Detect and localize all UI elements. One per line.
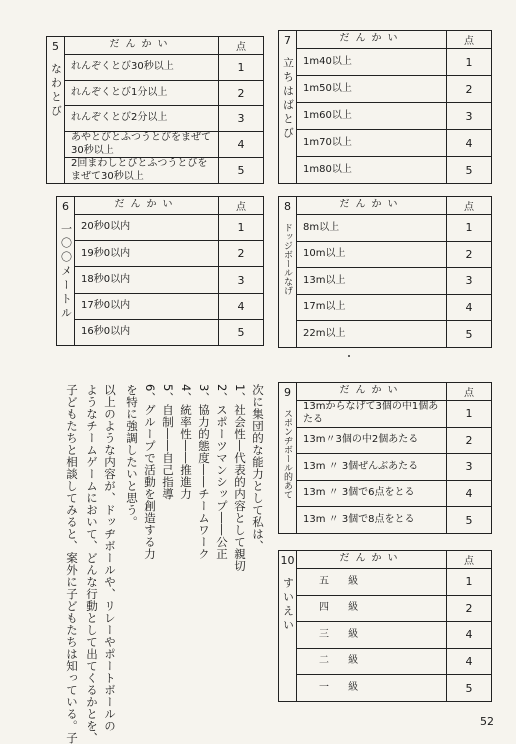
table-side-label	[47, 37, 65, 183]
table-row	[297, 295, 491, 322]
page-dot	[348, 355, 350, 357]
table-10-swimming	[278, 550, 492, 702]
body-line-8: を特に強調したいと思う。	[125, 384, 139, 528]
body-line-5: 4、統率性――推進力	[179, 384, 193, 500]
table-row	[297, 157, 491, 183]
header-score: 点	[464, 388, 474, 399]
row-text: 1m50以上	[297, 76, 447, 102]
table-header-row	[75, 197, 263, 215]
row-score: 1	[465, 221, 473, 235]
row-text: 1m60以上	[297, 103, 447, 129]
row-text: 18秒0以内	[75, 267, 219, 292]
row-score: 1	[465, 575, 473, 589]
table-row	[297, 242, 491, 269]
table-header-row	[65, 37, 263, 55]
table-header-row	[297, 551, 491, 569]
row-text: 13m 〃 3個で8点をとる	[297, 507, 447, 533]
table-row	[297, 649, 491, 676]
row-score: 1	[465, 407, 473, 421]
row-score: 4	[465, 487, 473, 501]
row-text: 20秒0以内	[75, 215, 219, 240]
row-text: 17秒0以内	[75, 294, 219, 319]
table-side-label	[279, 197, 297, 347]
row-score: 2	[465, 247, 473, 261]
table-row	[297, 454, 491, 481]
row-text: 一 級	[297, 675, 447, 701]
row-text: 五 級	[297, 569, 447, 595]
row-text: 13m〃3個の中2個あたる	[297, 428, 447, 454]
table-9-sponge-ball-target	[278, 382, 492, 534]
table-row	[297, 103, 491, 130]
row-score: 2	[465, 433, 473, 447]
table-row	[75, 267, 263, 293]
page-number: 52	[480, 715, 494, 728]
row-score: 3	[465, 109, 473, 123]
row-score: 5	[465, 513, 473, 527]
row-text: 2回まわしとびとふつうとびをまぜて30秒以上	[65, 158, 219, 183]
body-line-10: ようなチームゲームにおいて、どんな行動として出てくるかとを、	[85, 384, 99, 744]
row-text: 1m40以上	[297, 49, 447, 75]
row-text: 13mからなげて3個の中1個あたる	[297, 401, 447, 427]
table-row	[75, 320, 263, 345]
row-score: 3	[465, 460, 473, 474]
row-text: あやとびとふつうとびをまぜて30秒以上	[65, 132, 219, 157]
body-line-7: 6、グループで活動を創造する力	[143, 384, 157, 560]
row-score: 1	[237, 60, 245, 74]
table-row	[65, 81, 263, 107]
row-score: 4	[465, 655, 473, 669]
row-score: 5	[465, 163, 473, 177]
row-score: 2	[465, 601, 473, 615]
table-row	[297, 130, 491, 157]
row-score: 4	[465, 301, 473, 315]
row-score: 3	[237, 273, 245, 287]
row-score: 4	[465, 136, 473, 150]
row-score: 5	[465, 681, 473, 695]
row-score: 3	[465, 274, 473, 288]
body-line-11: 子どもたちと相談してみると、案外に子どもたちは知っている。子	[65, 384, 79, 744]
row-text: 三 級	[297, 622, 447, 648]
table-row	[65, 55, 263, 81]
table-row	[297, 268, 491, 295]
row-text: 13m以上	[297, 268, 447, 294]
table-6-100m	[56, 196, 264, 346]
row-score: 4	[465, 628, 473, 642]
table-7-tachihabatobi	[278, 30, 492, 184]
row-score: 5	[465, 327, 473, 341]
row-score: 2	[237, 247, 245, 261]
header-item: だんかい	[75, 197, 219, 214]
table-row	[75, 215, 263, 241]
row-score: 2	[237, 86, 245, 100]
table-number: 6	[62, 200, 69, 213]
table-5-nawatobi	[46, 36, 264, 184]
row-text: 四 級	[297, 596, 447, 622]
header-score: 点	[464, 36, 474, 47]
header-item: だんかい	[297, 551, 447, 568]
row-text: 10m以上	[297, 242, 447, 268]
table-number: 5	[52, 40, 59, 53]
header-score: 点	[464, 556, 474, 567]
header-item: だんかい	[297, 383, 447, 400]
table-row	[297, 481, 491, 508]
table-side-label	[279, 383, 297, 533]
table-number: 7	[284, 34, 291, 47]
row-text: 13m 〃 3個で6点をとる	[297, 481, 447, 507]
body-line-3: 2、スポーツマンシップ――公正	[215, 384, 229, 560]
table-event-name: スポンヂボール的あて	[282, 409, 292, 499]
table-row	[297, 215, 491, 242]
table-number: 9	[284, 386, 291, 399]
table-row	[297, 622, 491, 649]
table-row	[297, 596, 491, 623]
row-text: 13m 〃 3個ぜんぶあたる	[297, 454, 447, 480]
row-score: 1	[237, 221, 245, 235]
row-text: れんぞくとび2分以上	[65, 106, 219, 131]
table-row	[65, 106, 263, 132]
header-score: 点	[236, 202, 246, 213]
table-row	[297, 507, 491, 533]
table-event-name: ドッジボールなげ	[282, 223, 292, 295]
body-line-4: 3、協力的態度――チームワーク	[197, 384, 211, 560]
row-text: れんぞくとび30秒以上	[65, 55, 219, 80]
header-score: 点	[464, 202, 474, 213]
body-line-1: 次に集団的な能力として私は、	[251, 384, 265, 552]
row-text: 19秒0以内	[75, 241, 219, 266]
table-row	[75, 294, 263, 320]
row-text: 1m80以上	[297, 157, 447, 183]
header-item: だんかい	[65, 37, 219, 54]
row-text: れんぞくとび1分以上	[65, 81, 219, 106]
table-row	[65, 158, 263, 183]
table-row	[297, 675, 491, 701]
row-score: 4	[237, 299, 245, 313]
table-row	[75, 241, 263, 267]
table-row	[65, 132, 263, 158]
row-score: 3	[237, 112, 245, 126]
table-row	[297, 321, 491, 347]
table-event-name: 一〇〇メートル	[59, 223, 73, 321]
table-8-dodgeball-throw	[278, 196, 492, 348]
row-text: 二 級	[297, 649, 447, 675]
row-text: 8m以上	[297, 215, 447, 241]
row-score: 5	[237, 164, 245, 178]
table-number: 10	[280, 554, 295, 567]
header-score: 点	[236, 42, 246, 53]
table-side-label	[279, 551, 297, 701]
table-row	[297, 76, 491, 103]
table-side-label	[279, 31, 297, 183]
table-side-label	[57, 197, 75, 345]
row-score: 2	[465, 82, 473, 96]
table-row	[297, 401, 491, 428]
body-line-6: 5、自制――自己指導	[161, 384, 175, 500]
row-text: 1m70以上	[297, 130, 447, 156]
table-header-row	[297, 383, 491, 401]
table-event-name: 立ちはばとび	[281, 57, 295, 141]
body-line-9: 以上のような内容が、ドッヂボールや、リレーやポートボールの	[103, 384, 117, 732]
table-header-row	[297, 31, 491, 49]
header-item: だんかい	[297, 31, 447, 48]
table-event-name: すいえい	[281, 577, 295, 633]
row-score: 4	[237, 138, 245, 152]
header-item: だんかい	[297, 197, 447, 214]
table-header-row	[297, 197, 491, 215]
body-line-2: 1、社会性―代表的内容として親切	[233, 384, 247, 572]
table-row	[297, 428, 491, 455]
row-text: 17m以上	[297, 295, 447, 321]
table-row	[297, 569, 491, 596]
table-number: 8	[284, 200, 291, 213]
row-score: 1	[465, 55, 473, 69]
table-event-name: なわとび	[49, 63, 63, 119]
row-text: 22m以上	[297, 321, 447, 347]
table-row	[297, 49, 491, 76]
row-text: 16秒0以内	[75, 320, 219, 345]
row-score: 5	[237, 325, 245, 339]
